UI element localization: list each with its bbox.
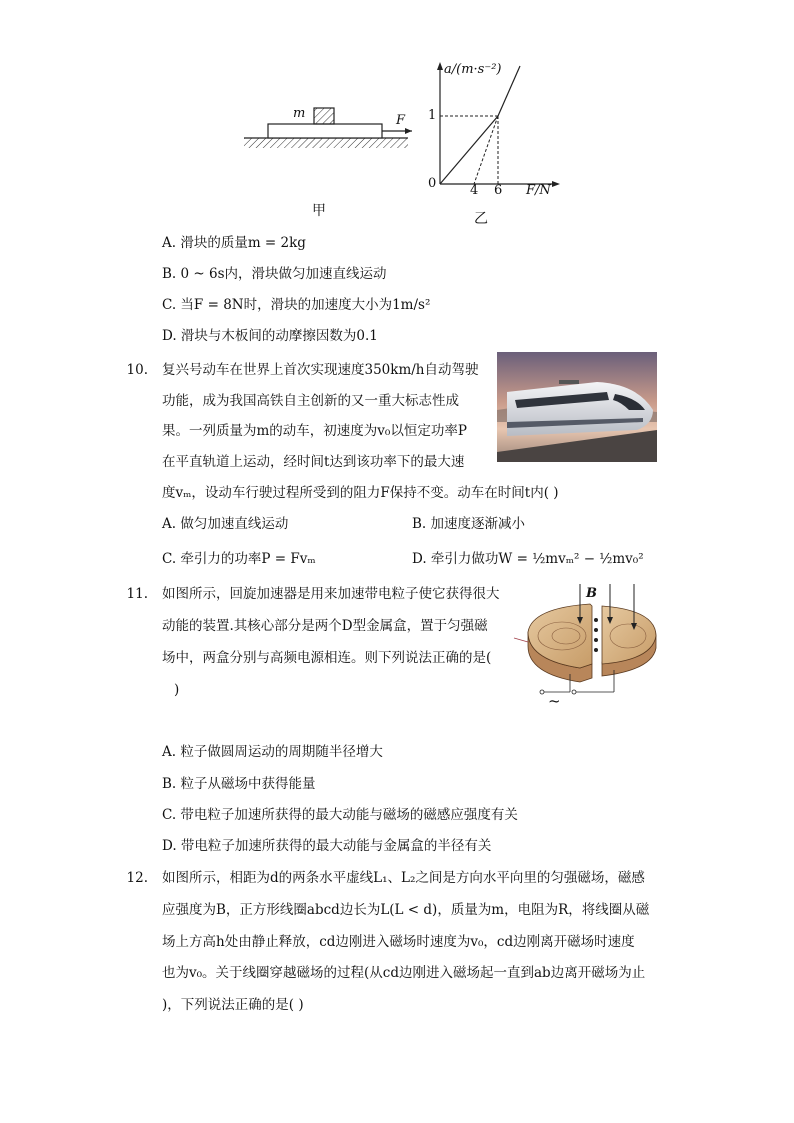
mass-label: m: [293, 106, 306, 121]
q9-option-c: C. 当F = 8N时，滑块的加速度大小为1m/s²: [162, 297, 431, 313]
q12-line-2: 应强度为B，正方形线圈abcd边长为L(L < d)，质量为m，电阻为R，将线圈从磁: [162, 902, 650, 918]
q12-line-4: 也为v₀。关于线圈穿越磁场的过程(从cd边刚进入磁场起一直到ab边离开磁场为止: [162, 965, 646, 981]
figure-yi: [420, 58, 560, 198]
q10-line-4: 在平直轨道上运动，经时间t达到该功率下的最大速: [162, 454, 465, 470]
q10-line-1: 复兴号动车在世界上首次实现速度350km/h自动驾驶: [162, 362, 479, 378]
q11-line-4: ): [174, 682, 180, 698]
q12-line-5: )，下列说法正确的是( ): [162, 997, 304, 1013]
train-photo: [497, 352, 657, 462]
x-arrowhead: [552, 181, 560, 187]
q11-line-3: 场中，两盒分别与高频电源相连。则下列说法正确的是(: [162, 650, 492, 666]
q12-line-1: 如图所示，相距为d的两条水平虚线L₁、L₂之间是方向水平向里的匀强磁场，磁感: [162, 870, 645, 886]
x-axis-label: F/N: [526, 183, 551, 198]
caption-yi: 乙: [474, 211, 488, 227]
figure-jia: [240, 100, 420, 160]
q11-option-b: B. 粒子从磁场中获得能量: [162, 776, 316, 792]
q12-number: 12.: [126, 870, 148, 886]
y-tick-label: 1: [428, 108, 437, 123]
cyclotron-ac-label: ~: [548, 692, 561, 710]
plank: [268, 124, 382, 138]
q11-option-d: D. 带电粒子加速所获得的最大动能与金属盒的半径有关: [162, 838, 492, 854]
q9-option-b: B. 0 ~ 6s内，滑块做匀加速直线运动: [162, 266, 387, 282]
q11-line-2: 动能的装置.其核心部分是两个D型金属盒，置于匀强磁: [162, 618, 488, 634]
q10-line-3: 果。一列质量为m的动车，初速度为v₀以恒定功率P: [162, 423, 467, 439]
cyclotron-figure: [510, 580, 660, 710]
q9-option-d: D. 滑块与木板间的动摩擦因数为0.1: [162, 328, 378, 344]
q10-option-c: C. 牵引力的功率P = Fvₘ: [162, 551, 316, 567]
q10-number: 10.: [126, 362, 148, 378]
q10-option-a: A. 做匀加速直线运动: [162, 516, 289, 532]
caption-jia: 甲: [312, 203, 326, 219]
q11-number: 11.: [126, 586, 148, 602]
y-axis-label: a/(m·s⁻²): [444, 62, 502, 77]
graph-line-low: [440, 116, 498, 184]
origin-label: 0: [428, 176, 437, 191]
q11-option-a: A. 粒子做圆周运动的周期随半径增大: [162, 744, 383, 760]
force-label: F: [396, 113, 406, 128]
q9-option-a: A. 滑块的质量m = 2kg: [162, 235, 306, 251]
dash-extension: [474, 116, 498, 184]
block: [314, 108, 334, 124]
q10-option-d: D. 牵引力做功W = ½mvₘ² − ½mv₀²: [412, 551, 644, 567]
cyclotron-b-label: B: [586, 586, 597, 601]
q10-line-2: 功能，成为我国高铁自主创新的又一重大标志性成: [162, 393, 459, 409]
q11-line-1: 如图所示，回旋加速器是用来加速带电粒子使它获得很大: [162, 586, 500, 602]
x-tick-label-6: 6: [494, 183, 503, 198]
force-arrowhead: [405, 128, 412, 134]
q10-option-b: B. 加速度逐渐减小: [412, 516, 526, 532]
q12-line-3: 场上方高h处由静止释放，cd边刚进入磁场时速度为v₀，cd边刚离开磁场时速度: [162, 934, 635, 950]
q11-option-c: C. 带电粒子加速所获得的最大动能与磁场的磁感应强度有关: [162, 807, 518, 823]
q10-line-5: 度vₘ，设动车行驶过程所受到的阻力F保持不变。动车在时间t内( ): [162, 485, 559, 501]
ground-hatch: [244, 138, 408, 148]
y-arrowhead: [437, 62, 443, 70]
x-tick-label-4: 4: [470, 183, 479, 198]
